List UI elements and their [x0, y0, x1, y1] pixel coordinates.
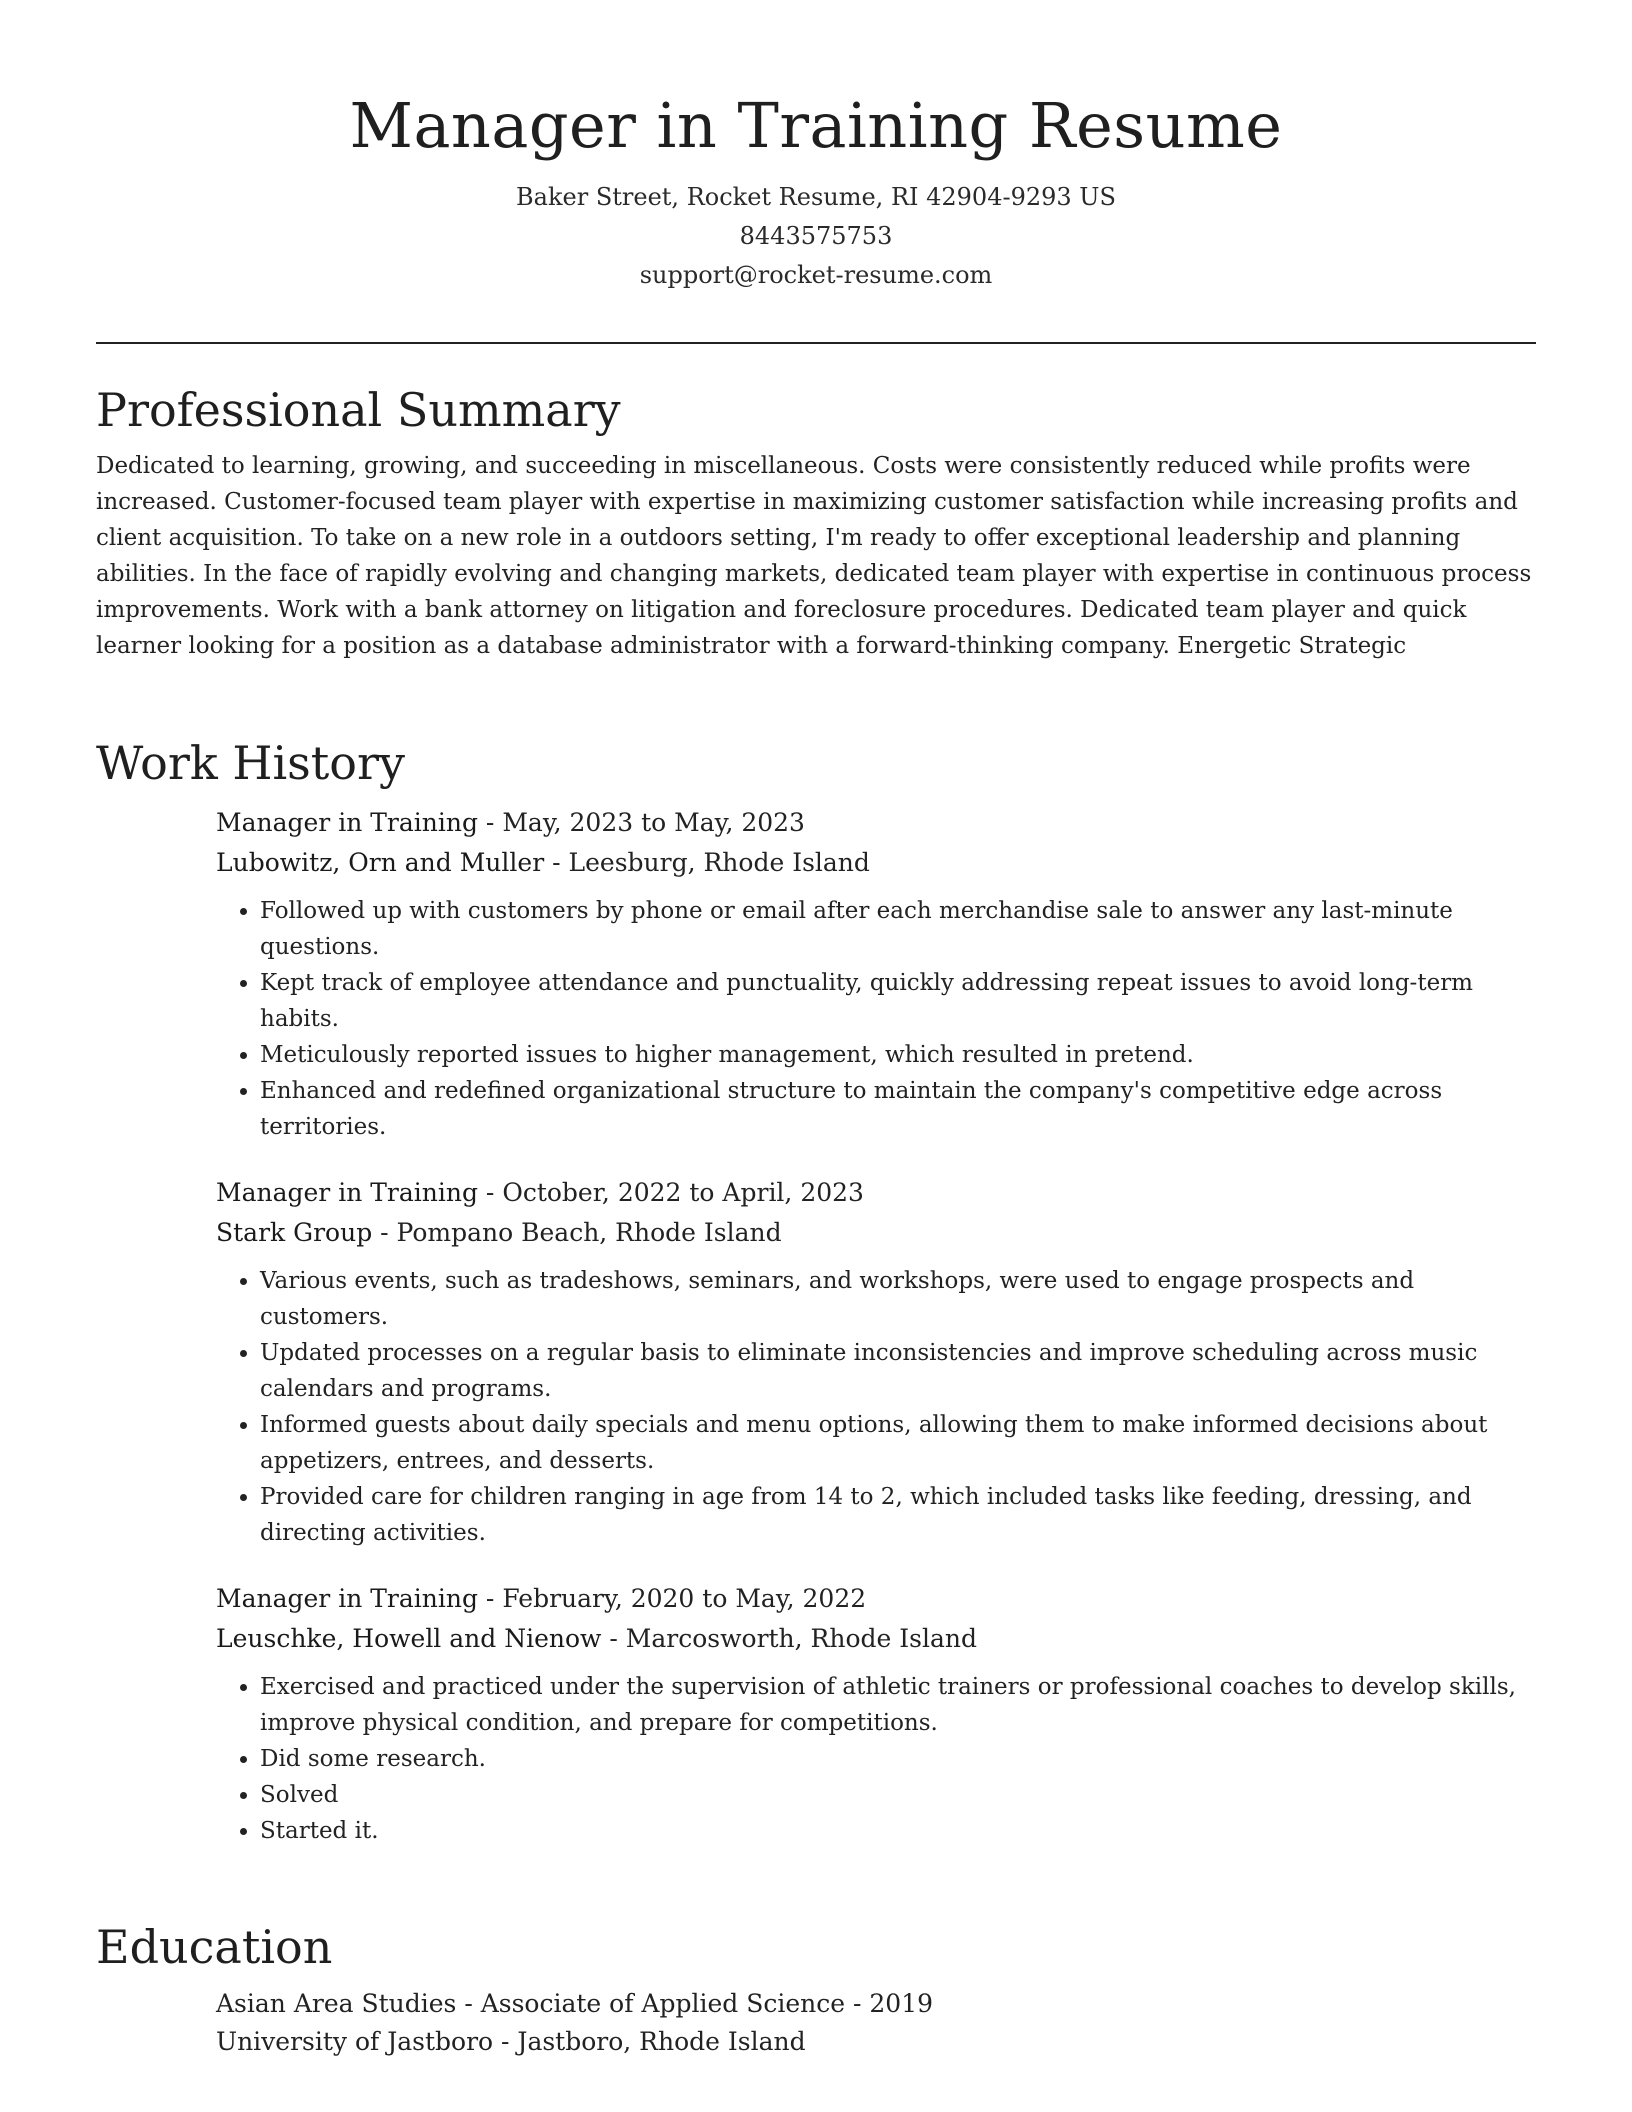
education-degree-line: Asian Area Studies - Associate of Applied Science - 2019 — [216, 1989, 934, 2018]
education-section — [96, 1917, 1536, 2061]
contact-block — [0, 178, 1632, 295]
job-dates: - May, 2023 to May, 2023 — [477, 808, 805, 837]
education-school-line: University of Jastboro - Jastboro, Rhode Island — [216, 2027, 806, 2056]
job-bullet: • Provided care for children ranging in age from 14 to 2, which included tasks like feeding, dressing, and directing activities. — [260, 1479, 1536, 1551]
job-role: Manager in Training — [216, 808, 478, 837]
work-history-section — [96, 733, 1536, 1877]
header-divider — [96, 342, 1536, 344]
summary-text: Dedicated to learning, growing, and succeeding in miscellaneous. Costs were consistently reduced while profits were increased. Customer-focused team player with expertise in maximizing customer satisfaction while increasing profits and client acquisition. To take on a new role in a outdoors setting, I'm ready to offer exceptional leadership and planning abilities. In the face of rapidly evolving and changing markets, dedicated team player with expertise in continuous process improvements. Work with a bank attorney on litigation and foreclosure procedures. Dedicated team player and quick learner looking for a position as a database administrator with a forward-thinking company. Energetic Strategic — [96, 453, 1532, 659]
contact-phone: 8443575753 — [739, 222, 893, 250]
job-entry — [216, 803, 1536, 1145]
education-heading: Education — [96, 1920, 333, 1974]
job-location: - Leesburg, Rhode Island — [544, 848, 870, 877]
job-bullet: • Followed up with customers by phone or email after each merchandise sale to answer any last-minute questions. — [260, 893, 1536, 965]
job-bullet: • Started it. — [260, 1813, 1536, 1849]
education-entry — [216, 1985, 1536, 2061]
contact-email: support@rocket-resume.com — [639, 261, 993, 289]
job-title-line — [216, 1173, 1536, 1213]
job-bullet: • Informed guests about daily specials and menu options, allowing them to make informed decisions about appetizers, entrees, and desserts. — [260, 1407, 1536, 1479]
job-bullet: • Solved — [260, 1777, 1536, 1813]
job-bullets — [216, 1263, 1536, 1551]
job-bullet: • Exercised and practiced under the supervision of athletic trainers or professional coaches to develop skills, improve physical condition, and prepare for competitions. — [260, 1669, 1536, 1741]
job-location: - Marcosworth, Rhode Island — [601, 1624, 977, 1653]
job-bullet: • Kept track of employee attendance and punctuality, quickly addressing repeat issues to avoid long-term habits. — [260, 965, 1536, 1037]
job-bullet: • Enhanced and redefined organizational structure to maintain the company's competitive edge across territories. — [260, 1073, 1536, 1145]
job-company-line — [216, 843, 1536, 883]
job-dates: - February, 2020 to May, 2022 — [477, 1584, 867, 1613]
job-location: - Pompano Beach, Rhode Island — [372, 1218, 782, 1247]
job-company: Lubowitz, Orn and Muller — [216, 848, 545, 877]
job-bullet: • Various events, such as tradeshows, seminars, and workshops, were used to engage prospects and customers. — [260, 1263, 1536, 1335]
resume-header — [0, 0, 1632, 295]
job-company: Leuschke, Howell and Nienow — [216, 1624, 602, 1653]
job-bullets — [216, 893, 1536, 1145]
jobs-list — [216, 803, 1536, 1849]
job-role: Manager in Training — [216, 1584, 478, 1613]
job-company: Stark Group — [216, 1218, 373, 1247]
job-entry — [216, 1173, 1536, 1551]
job-bullet: • Updated processes on a regular basis to eliminate inconsistencies and improve scheduling across music calendars and programs. — [260, 1335, 1536, 1407]
job-bullet: • Meticulously reported issues to higher management, which resulted in pretend. — [260, 1037, 1536, 1073]
job-company-line — [216, 1619, 1536, 1659]
work-history-heading: Work History — [96, 736, 405, 790]
summary-heading: Professional Summary — [96, 383, 621, 437]
job-bullet: • Did some research. — [260, 1741, 1536, 1777]
job-entry — [216, 1579, 1536, 1849]
job-dates: - October, 2022 to April, 2023 — [477, 1178, 864, 1207]
job-title-line — [216, 1579, 1536, 1619]
job-company-line — [216, 1213, 1536, 1253]
resume-title: Manager in Training Resume — [349, 89, 1283, 162]
job-title-line — [216, 803, 1536, 843]
contact-address: Baker Street, Rocket Resume, RI 42904-9293 US — [516, 183, 1116, 211]
job-role: Manager in Training — [216, 1178, 478, 1207]
job-bullets — [216, 1669, 1536, 1849]
summary-section — [96, 380, 1536, 664]
